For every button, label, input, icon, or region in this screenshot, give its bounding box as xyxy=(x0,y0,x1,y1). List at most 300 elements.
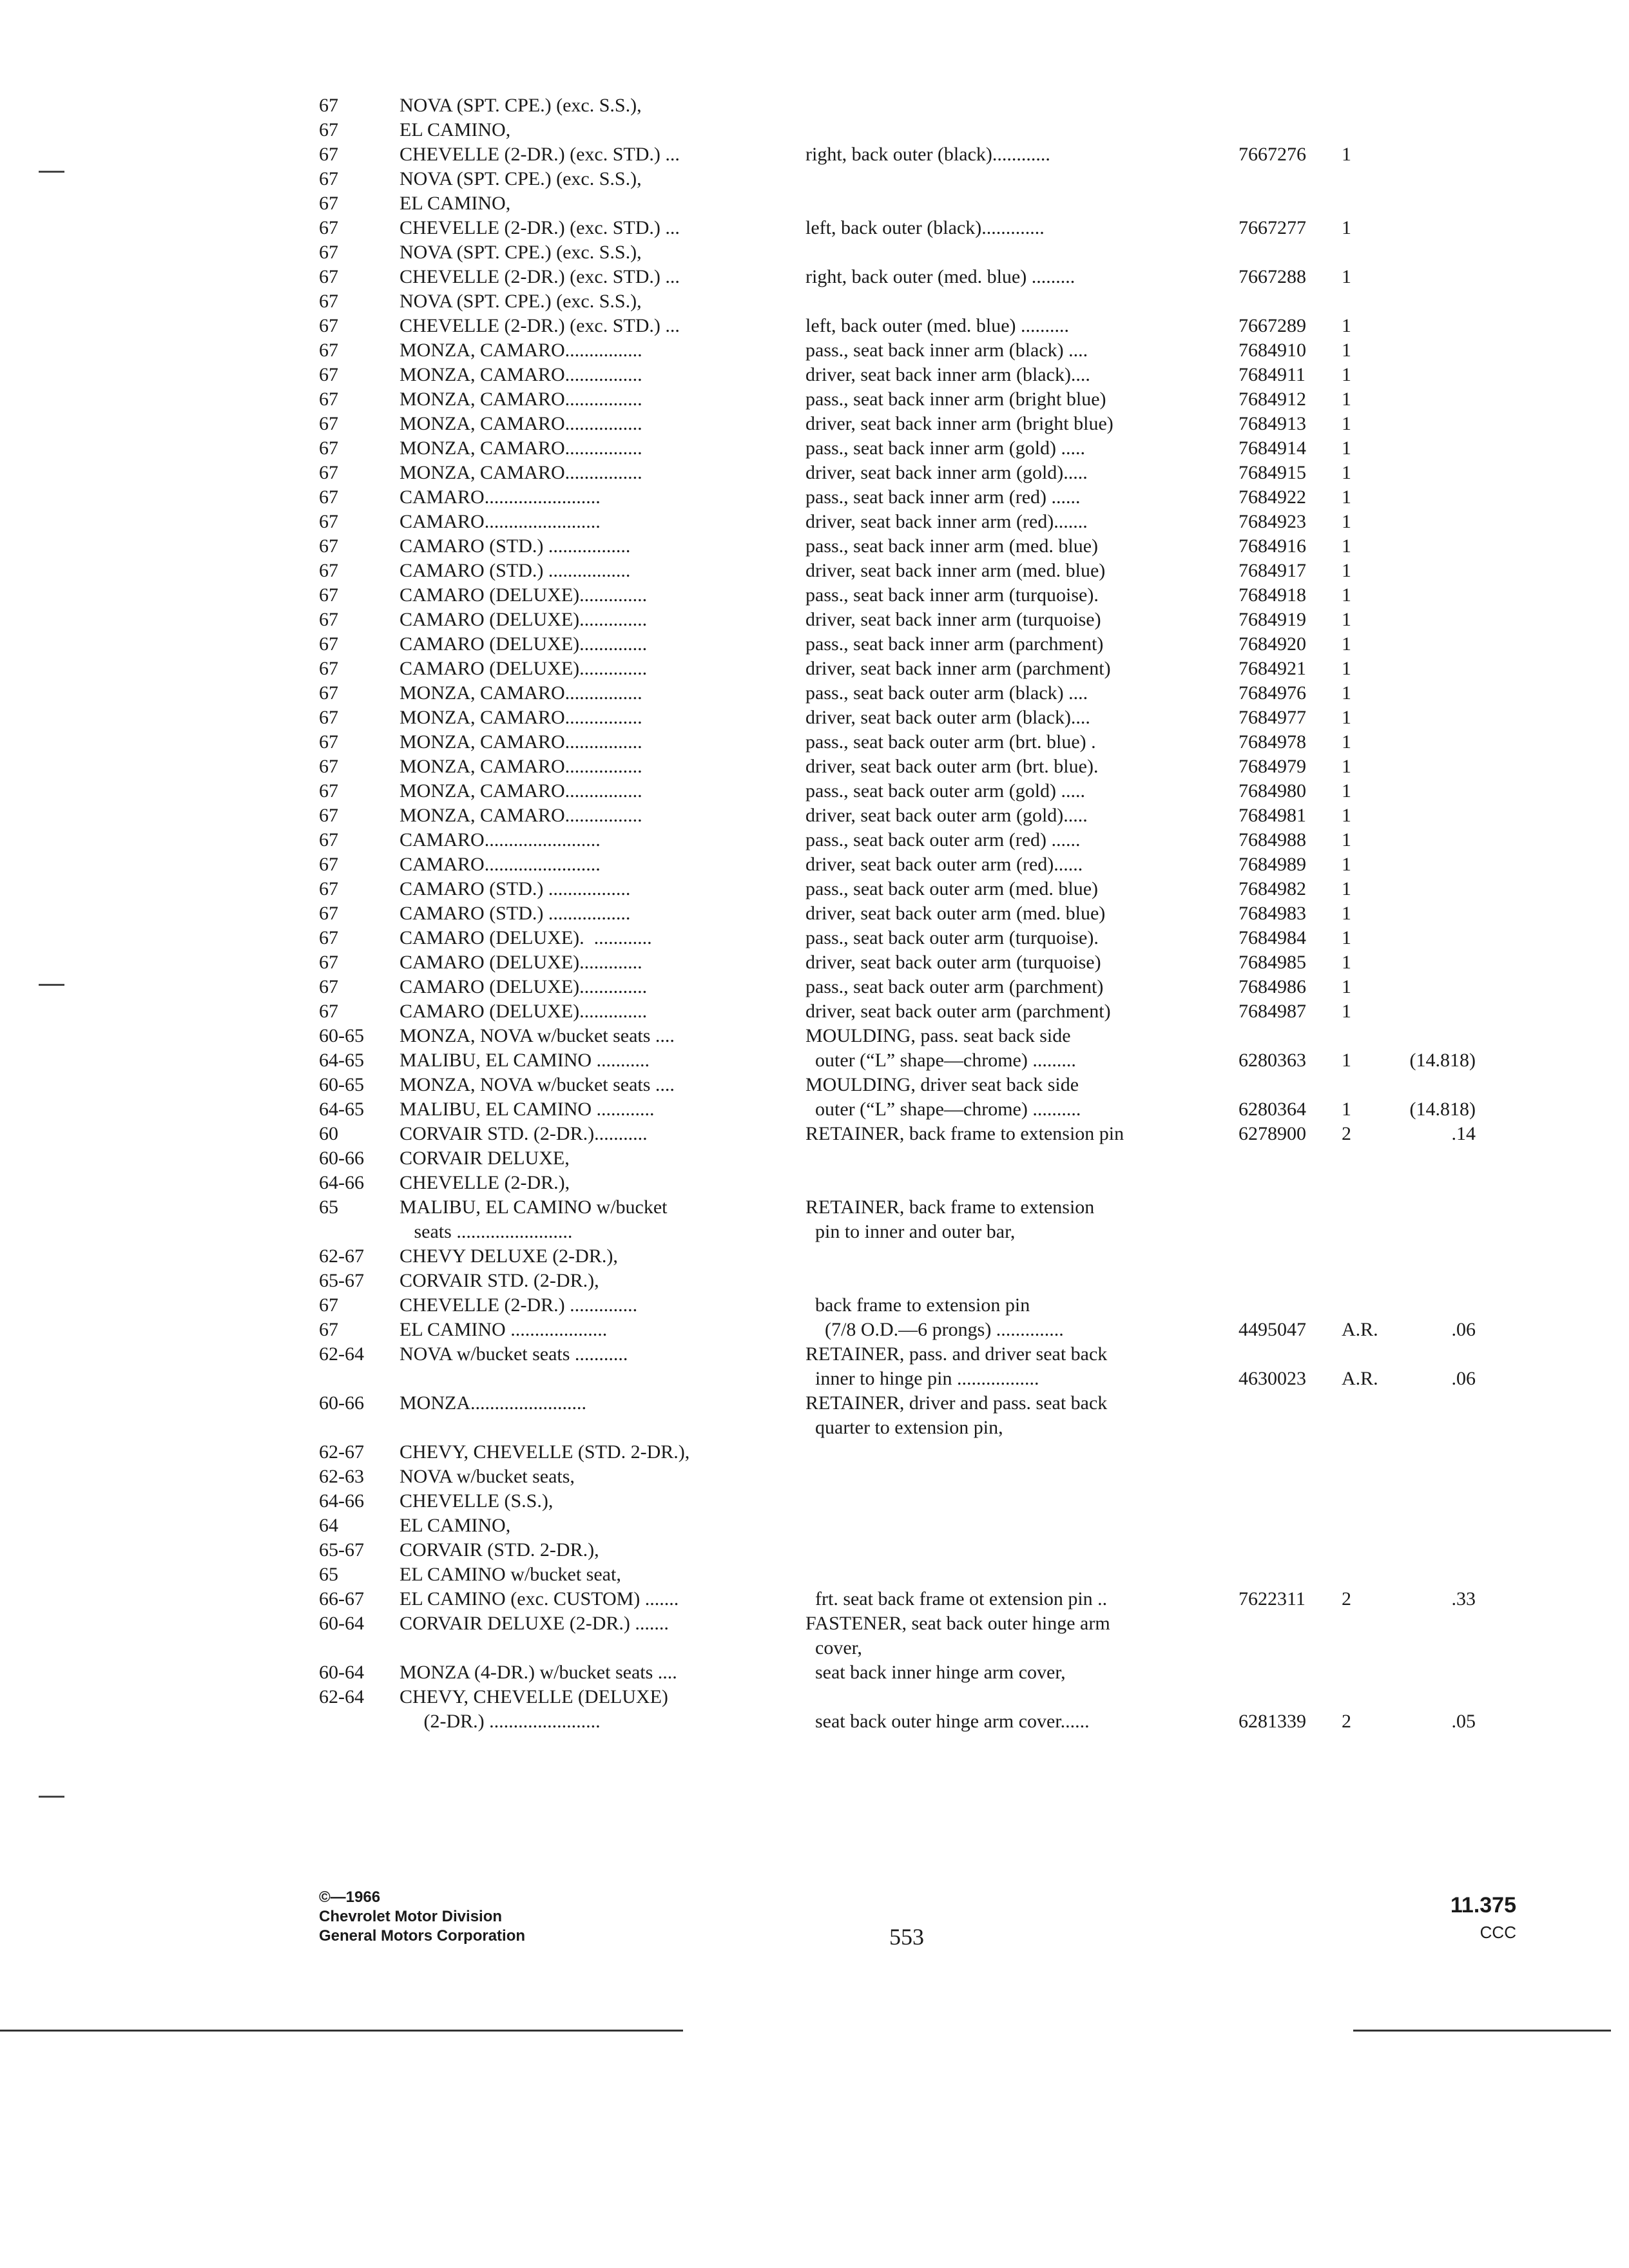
part-number-cell: 7684910 xyxy=(1239,340,1306,361)
year-cell: 67 xyxy=(319,756,338,777)
price-cell: .33 xyxy=(1451,1588,1476,1610)
description-cell: pass., seat back outer arm (brt. blue) . xyxy=(805,731,1096,753)
model-cell: CAMARO (DELUXE).............. xyxy=(400,609,648,630)
part-number-cell: 7684983 xyxy=(1239,903,1306,924)
model-cell: CORVAIR DELUXE (2-DR.) ....... xyxy=(400,1613,669,1634)
year-cell: 67 xyxy=(319,829,338,850)
catalog-row xyxy=(0,387,1629,412)
description-cell: left, back outer (med. blue) .......... xyxy=(805,315,1070,336)
model-cell: MALIBU, EL CAMINO ........... xyxy=(400,1050,650,1071)
description-cell: right, back outer (black)............ xyxy=(805,144,1050,165)
quantity-cell: 1 xyxy=(1342,805,1351,826)
year-cell: 67 xyxy=(319,486,338,508)
year-cell: 67 xyxy=(319,1319,338,1340)
description-cell: driver, seat back inner arm (gold)..... xyxy=(805,462,1088,483)
page-number: 553 xyxy=(889,1924,924,1950)
catalog-row xyxy=(0,608,1629,632)
year-cell: 67 xyxy=(319,560,338,581)
part-number-cell: 7684988 xyxy=(1239,829,1306,850)
model-cell: CHEVELLE (S.S.), xyxy=(400,1490,554,1512)
description-cell: driver, seat back outer arm (gold)..... xyxy=(805,805,1088,826)
model-cell: CAMARO........................ xyxy=(400,486,601,508)
quantity-cell: 2 xyxy=(1342,1123,1351,1144)
model-cell: CORVAIR STD. (2-DR.), xyxy=(400,1270,599,1291)
bottom-rule-right xyxy=(1353,2030,1611,2032)
year-cell: 64 xyxy=(319,1515,338,1536)
year-cell: 60-65 xyxy=(319,1074,364,1095)
model-cell: CAMARO........................ xyxy=(400,511,601,532)
quantity-cell: 1 xyxy=(1342,364,1351,385)
year-cell: 67 xyxy=(319,119,338,140)
catalog-row xyxy=(0,118,1629,142)
year-cell: 65-67 xyxy=(319,1270,364,1291)
price-cell: .05 xyxy=(1451,1711,1476,1732)
catalog-row xyxy=(0,1636,1629,1660)
quantity-cell: 1 xyxy=(1342,217,1351,238)
year-cell: 62-63 xyxy=(319,1466,364,1487)
model-cell: MONZA, CAMARO................ xyxy=(400,805,642,826)
catalog-row xyxy=(0,1367,1629,1391)
year-cell: 67 xyxy=(319,462,338,483)
catalog-row xyxy=(0,1122,1629,1146)
part-number-cell: 7684979 xyxy=(1239,756,1306,777)
description-cell: driver, seat back outer arm (red)...... xyxy=(805,854,1083,875)
year-cell: 67 xyxy=(319,903,338,924)
catalog-row xyxy=(0,730,1629,754)
quantity-cell: 1 xyxy=(1342,389,1351,410)
model-cell: MONZA, CAMARO................ xyxy=(400,364,642,385)
description-cell: MOULDING, driver seat back side xyxy=(805,1074,1079,1095)
price-cell: .06 xyxy=(1451,1368,1476,1389)
section-block xyxy=(1451,1891,1516,1945)
description-cell: driver, seat back inner arm (bright blue) xyxy=(805,413,1113,434)
description-cell: pass., seat back outer arm (black) .... xyxy=(805,682,1088,704)
catalog-row xyxy=(0,1440,1629,1465)
catalog-row xyxy=(0,1685,1629,1709)
catalog-row xyxy=(0,191,1629,216)
quantity-cell: 2 xyxy=(1342,1711,1351,1732)
price-cell: .14 xyxy=(1451,1123,1476,1144)
description-cell: RETAINER, pass. and driver seat back xyxy=(805,1343,1108,1365)
description-cell: FASTENER, seat back outer hinge arm xyxy=(805,1613,1110,1634)
section-code: CCC xyxy=(1480,1923,1516,1942)
catalog-row xyxy=(0,1342,1629,1367)
catalog-row xyxy=(0,1073,1629,1097)
description-cell: pass., seat back outer arm (red) ...... xyxy=(805,829,1081,850)
part-number-cell: 7684977 xyxy=(1239,707,1306,728)
model-cell: CORVAIR (STD. 2-DR.), xyxy=(400,1539,599,1561)
part-number-cell: 6280364 xyxy=(1239,1099,1306,1120)
quantity-cell: 1 xyxy=(1342,903,1351,924)
description-cell: RETAINER, driver and pass. seat back xyxy=(805,1392,1108,1414)
quantity-cell: 1 xyxy=(1342,1050,1351,1071)
year-cell: 67 xyxy=(319,780,338,802)
description-cell: outer (“L” shape—chrome) ......... xyxy=(805,1050,1076,1071)
description-cell: driver, seat back outer arm (black).... xyxy=(805,707,1090,728)
catalog-row xyxy=(0,1048,1629,1073)
part-number-cell: 7684987 xyxy=(1239,1001,1306,1022)
catalog-row xyxy=(0,93,1629,118)
model-cell: EL CAMINO w/bucket seat, xyxy=(400,1564,621,1585)
catalog-row xyxy=(0,289,1629,314)
description-cell: back frame to extension pin xyxy=(805,1294,1030,1316)
model-cell: CHEVY DELUXE (2-DR.), xyxy=(400,1245,618,1267)
year-cell: 67 xyxy=(319,389,338,410)
part-number-cell: 7684913 xyxy=(1239,413,1306,434)
part-number-cell: 7684978 xyxy=(1239,731,1306,753)
copyright-line: ©—1966 xyxy=(319,1888,381,1906)
description-cell: quarter to extension pin, xyxy=(805,1417,1003,1438)
catalog-row xyxy=(0,559,1629,583)
model-cell: EL CAMINO, xyxy=(400,1515,511,1536)
quantity-cell: 1 xyxy=(1342,1001,1351,1022)
model-cell: EL CAMINO .................... xyxy=(400,1319,608,1340)
description-cell: driver, seat back inner arm (med. blue) xyxy=(805,560,1106,581)
description-cell: inner to hinge pin ................. xyxy=(805,1368,1039,1389)
model-cell: CORVAIR DELUXE, xyxy=(400,1148,570,1169)
description-cell: pass., seat back inner arm (black) .... xyxy=(805,340,1088,361)
model-cell: MONZA........................ xyxy=(400,1392,586,1414)
description-cell: MOULDING, pass. seat back side xyxy=(805,1025,1071,1046)
model-cell: MALIBU, EL CAMINO ............ xyxy=(400,1099,655,1120)
model-cell: MONZA, NOVA w/bucket seats .... xyxy=(400,1025,675,1046)
year-cell: 67 xyxy=(319,437,338,459)
year-cell: 67 xyxy=(319,707,338,728)
catalog-row xyxy=(0,706,1629,730)
model-cell: CORVAIR STD. (2-DR.)........... xyxy=(400,1123,648,1144)
model-cell: CHEVELLE (2-DR.) (exc. STD.) ... xyxy=(400,217,680,238)
description-cell: pass., seat back outer arm (med. blue) xyxy=(805,878,1098,899)
quantity-cell: 1 xyxy=(1342,780,1351,802)
year-cell: 62-67 xyxy=(319,1441,364,1463)
year-cell: 62-67 xyxy=(319,1245,364,1267)
model-cell: CAMARO (DELUXE)............. xyxy=(400,952,642,973)
part-number-cell: 7667288 xyxy=(1239,266,1306,287)
part-number-cell: 7667277 xyxy=(1239,217,1306,238)
description-cell: left, back outer (black)............. xyxy=(805,217,1045,238)
parts-catalog-listing xyxy=(0,93,1629,1734)
description-cell: pass., seat back inner arm (red) ...... xyxy=(805,486,1081,508)
quantity-cell: 1 xyxy=(1342,266,1351,287)
catalog-row xyxy=(0,1391,1629,1416)
model-cell: CAMARO (STD.) ................. xyxy=(400,903,631,924)
year-cell: 67 xyxy=(319,340,338,361)
quantity-cell: 1 xyxy=(1342,560,1351,581)
year-cell: 60-64 xyxy=(319,1613,364,1634)
year-cell: 67 xyxy=(319,609,338,630)
model-cell: CAMARO (DELUXE).............. xyxy=(400,633,648,655)
year-cell: 67 xyxy=(319,266,338,287)
year-cell: 60-66 xyxy=(319,1148,364,1169)
quantity-cell: 1 xyxy=(1342,486,1351,508)
year-cell: 67 xyxy=(319,242,338,263)
year-cell: 67 xyxy=(319,168,338,189)
model-cell: CAMARO (STD.) ................. xyxy=(400,560,631,581)
model-cell: EL CAMINO, xyxy=(400,119,511,140)
part-number-cell: 7684922 xyxy=(1239,486,1306,508)
catalog-row xyxy=(0,1538,1629,1562)
part-number-cell: 7684917 xyxy=(1239,560,1306,581)
description-cell: pass., seat back inner arm (bright blue) xyxy=(805,389,1106,410)
model-cell: CHEVELLE (2-DR.) (exc. STD.) ... xyxy=(400,315,680,336)
part-number-cell: 7684914 xyxy=(1239,437,1306,459)
part-number-cell: 7684989 xyxy=(1239,854,1306,875)
quantity-cell: 1 xyxy=(1342,413,1351,434)
year-cell: 67 xyxy=(319,144,338,165)
part-number-cell: 7684976 xyxy=(1239,682,1306,704)
year-cell: 67 xyxy=(319,535,338,557)
model-cell: MONZA, CAMARO................ xyxy=(400,707,642,728)
part-number-cell: 7684923 xyxy=(1239,511,1306,532)
price-cell: .06 xyxy=(1451,1319,1476,1340)
year-cell: 66-67 xyxy=(319,1588,364,1610)
part-number-cell: 7667289 xyxy=(1239,315,1306,336)
quantity-cell: A.R. xyxy=(1342,1368,1378,1389)
part-number-cell: 6278900 xyxy=(1239,1123,1306,1144)
year-cell: 67 xyxy=(319,682,338,704)
year-cell: 65 xyxy=(319,1564,338,1585)
catalog-row xyxy=(0,657,1629,681)
quantity-cell: 1 xyxy=(1342,976,1351,997)
part-number-cell: 7684921 xyxy=(1239,658,1306,679)
year-cell: 67 xyxy=(319,217,338,238)
description-cell: cover, xyxy=(805,1637,862,1658)
quantity-cell: 1 xyxy=(1342,584,1351,606)
description-cell: pass., seat back outer arm (parchment) xyxy=(805,976,1104,997)
part-number-cell: 7684982 xyxy=(1239,878,1306,899)
description-cell: driver, seat back inner arm (turquoise) xyxy=(805,609,1101,630)
catalog-row xyxy=(0,950,1629,975)
part-number-cell: 7684911 xyxy=(1239,364,1306,385)
description-cell: driver, seat back inner arm (red)....... xyxy=(805,511,1088,532)
model-cell: MONZA, CAMARO................ xyxy=(400,682,642,704)
quantity-cell: 1 xyxy=(1342,707,1351,728)
catalog-row xyxy=(0,1171,1629,1195)
catalog-row xyxy=(0,1024,1629,1048)
catalog-row xyxy=(0,1587,1629,1611)
description-cell: pass., seat back inner arm (turquoise). xyxy=(805,584,1099,606)
catalog-row xyxy=(0,338,1629,363)
model-cell: MONZA, CAMARO................ xyxy=(400,780,642,802)
model-cell: EL CAMINO (exc. CUSTOM) ....... xyxy=(400,1588,679,1610)
catalog-row xyxy=(0,1195,1629,1220)
section-number: 11.375 xyxy=(1450,1893,1516,1917)
year-cell: 67 xyxy=(319,731,338,753)
quantity-cell: 1 xyxy=(1342,1099,1351,1120)
model-cell: MONZA, CAMARO................ xyxy=(400,389,642,410)
catalog-row xyxy=(0,314,1629,338)
description-cell: RETAINER, back frame to extension pin xyxy=(805,1123,1124,1144)
year-cell: 64-65 xyxy=(319,1050,364,1071)
part-number-cell: 6280363 xyxy=(1239,1050,1306,1071)
part-number-cell: 7684985 xyxy=(1239,952,1306,973)
year-cell: 67 xyxy=(319,658,338,679)
description-cell: right, back outer (med. blue) ......... xyxy=(805,266,1075,287)
quantity-cell: 1 xyxy=(1342,878,1351,899)
model-cell: NOVA w/bucket seats ........... xyxy=(400,1343,628,1365)
year-cell: 67 xyxy=(319,805,338,826)
catalog-row xyxy=(0,1146,1629,1171)
quantity-cell: 1 xyxy=(1342,144,1351,165)
year-cell: 67 xyxy=(319,854,338,875)
model-cell: NOVA (SPT. CPE.) (exc. S.S.), xyxy=(400,291,642,312)
quantity-cell: 1 xyxy=(1342,927,1351,948)
quantity-cell: 1 xyxy=(1342,682,1351,704)
year-cell: 64-66 xyxy=(319,1172,364,1193)
catalog-row xyxy=(0,363,1629,387)
description-cell: RETAINER, back frame to extension xyxy=(805,1196,1095,1218)
catalog-row xyxy=(0,926,1629,950)
catalog-row xyxy=(0,1489,1629,1514)
part-number-cell: 7684912 xyxy=(1239,389,1306,410)
catalog-row xyxy=(0,975,1629,999)
catalog-row xyxy=(0,142,1629,167)
catalog-row xyxy=(0,1709,1629,1734)
catalog-row xyxy=(0,265,1629,289)
model-cell: CAMARO (DELUXE).............. xyxy=(400,658,648,679)
model-cell: MALIBU, EL CAMINO w/bucket xyxy=(400,1196,668,1218)
model-cell: MONZA, CAMARO................ xyxy=(400,462,642,483)
description-cell: pass., seat back inner arm (parchment) xyxy=(805,633,1104,655)
year-cell: 64-66 xyxy=(319,1490,364,1512)
catalog-row xyxy=(0,828,1629,852)
description-cell: driver, seat back outer arm (med. blue) xyxy=(805,903,1106,924)
catalog-row xyxy=(0,1562,1629,1587)
description-cell: (7/8 O.D.—6 prongs) .............. xyxy=(805,1319,1064,1340)
quantity-cell: 1 xyxy=(1342,756,1351,777)
price-cell: (14.818) xyxy=(1409,1050,1476,1071)
catalog-row xyxy=(0,1097,1629,1122)
catalog-row xyxy=(0,436,1629,461)
model-cell: CAMARO (STD.) ................. xyxy=(400,535,631,557)
part-number-cell: 4630023 xyxy=(1239,1368,1306,1389)
year-cell: 64-65 xyxy=(319,1099,364,1120)
part-number-cell: 7684986 xyxy=(1239,976,1306,997)
model-cell: MONZA, CAMARO................ xyxy=(400,756,642,777)
catalog-row xyxy=(0,1611,1629,1636)
model-cell: CAMARO (DELUXE). ............ xyxy=(400,927,652,948)
model-cell: MONZA, CAMARO................ xyxy=(400,731,642,753)
quantity-cell: 1 xyxy=(1342,511,1351,532)
quantity-cell: A.R. xyxy=(1342,1319,1378,1340)
catalog-row xyxy=(0,1416,1629,1440)
model-cell: CHEVELLE (2-DR.), xyxy=(400,1172,570,1193)
price-cell: (14.818) xyxy=(1409,1099,1476,1120)
quantity-cell: 1 xyxy=(1342,437,1351,459)
quantity-cell: 1 xyxy=(1342,854,1351,875)
quantity-cell: 1 xyxy=(1342,609,1351,630)
description-cell: driver, seat back outer arm (brt. blue). xyxy=(805,756,1099,777)
model-cell: NOVA (SPT. CPE.) (exc. S.S.), xyxy=(400,168,642,189)
quantity-cell: 2 xyxy=(1342,1588,1351,1610)
part-number-cell: 7667276 xyxy=(1239,144,1306,165)
year-cell: 67 xyxy=(319,952,338,973)
year-cell: 67 xyxy=(319,315,338,336)
model-cell: MONZA, CAMARO................ xyxy=(400,413,642,434)
part-number-cell: 7684919 xyxy=(1239,609,1306,630)
description-cell: seat back inner hinge arm cover, xyxy=(805,1662,1066,1683)
part-number-cell: 7622311 xyxy=(1239,1588,1306,1610)
year-cell: 67 xyxy=(319,291,338,312)
year-cell: 67 xyxy=(319,878,338,899)
year-cell: 67 xyxy=(319,584,338,606)
year-cell: 60-65 xyxy=(319,1025,364,1046)
description-cell: driver, seat back inner arm (parchment) xyxy=(805,658,1111,679)
catalog-row xyxy=(0,877,1629,901)
description-cell: pass., seat back outer arm (gold) ..... xyxy=(805,780,1086,802)
quantity-cell: 1 xyxy=(1342,535,1351,557)
quantity-cell: 1 xyxy=(1342,731,1351,753)
year-cell: 67 xyxy=(319,927,338,948)
catalog-row xyxy=(0,583,1629,608)
part-number-cell: 7684981 xyxy=(1239,805,1306,826)
catalog-row xyxy=(0,1220,1629,1244)
model-cell: (2-DR.) ....................... xyxy=(400,1711,601,1732)
quantity-cell: 1 xyxy=(1342,658,1351,679)
year-cell: 60-64 xyxy=(319,1662,364,1683)
quantity-cell: 1 xyxy=(1342,340,1351,361)
year-cell: 65 xyxy=(319,1196,338,1218)
model-cell: CAMARO........................ xyxy=(400,829,601,850)
catalog-row xyxy=(0,1293,1629,1318)
catalog-row xyxy=(0,852,1629,877)
model-cell: NOVA (SPT. CPE.) (exc. S.S.), xyxy=(400,242,642,263)
description-cell: pass., seat back inner arm (med. blue) xyxy=(805,535,1098,557)
catalog-row xyxy=(0,412,1629,436)
catalog-row xyxy=(0,167,1629,191)
model-cell: CAMARO........................ xyxy=(400,854,601,875)
catalog-row xyxy=(0,1514,1629,1538)
model-cell: EL CAMINO, xyxy=(400,193,511,214)
model-cell: MONZA, NOVA w/bucket seats .... xyxy=(400,1074,675,1095)
year-cell: 62-64 xyxy=(319,1686,364,1707)
catalog-row xyxy=(0,1660,1629,1685)
part-number-cell: 7684918 xyxy=(1239,584,1306,606)
part-number-cell: 7684980 xyxy=(1239,780,1306,802)
year-cell: 67 xyxy=(319,364,338,385)
model-cell: CAMARO (DELUXE).............. xyxy=(400,976,648,997)
description-cell: driver, seat back inner arm (black).... xyxy=(805,364,1090,385)
year-cell: 67 xyxy=(319,95,338,116)
year-cell: 67 xyxy=(319,413,338,434)
corporation-line: General Motors Corporation xyxy=(319,1927,526,1945)
description-cell: driver, seat back outer arm (parchment) xyxy=(805,1001,1111,1022)
catalog-row xyxy=(0,216,1629,240)
model-cell: CAMARO (DELUXE).............. xyxy=(400,584,648,606)
catalog-row xyxy=(0,1318,1629,1342)
catalog-row xyxy=(0,1465,1629,1489)
part-number-cell: 6281339 xyxy=(1239,1711,1306,1732)
description-cell: pass., seat back inner arm (gold) ..... xyxy=(805,437,1086,459)
year-cell: 60 xyxy=(319,1123,338,1144)
catalog-row xyxy=(0,779,1629,803)
year-cell: 67 xyxy=(319,976,338,997)
catalog-row xyxy=(0,534,1629,559)
model-cell: CHEVELLE (2-DR.) (exc. STD.) ... xyxy=(400,144,680,165)
catalog-row xyxy=(0,803,1629,828)
part-number-cell: 7684915 xyxy=(1239,462,1306,483)
description-cell: driver, seat back outer arm (turquoise) xyxy=(805,952,1101,973)
year-cell: 67 xyxy=(319,1001,338,1022)
division-line: Chevrolet Motor Division xyxy=(319,1908,503,1925)
model-cell: NOVA w/bucket seats, xyxy=(400,1466,575,1487)
catalog-row xyxy=(0,1269,1629,1293)
model-cell: NOVA (SPT. CPE.) (exc. S.S.), xyxy=(400,95,642,116)
catalog-row xyxy=(0,240,1629,265)
model-cell: MONZA, CAMARO................ xyxy=(400,437,642,459)
model-cell: seats ........................ xyxy=(400,1221,573,1242)
catalog-row xyxy=(0,632,1629,657)
